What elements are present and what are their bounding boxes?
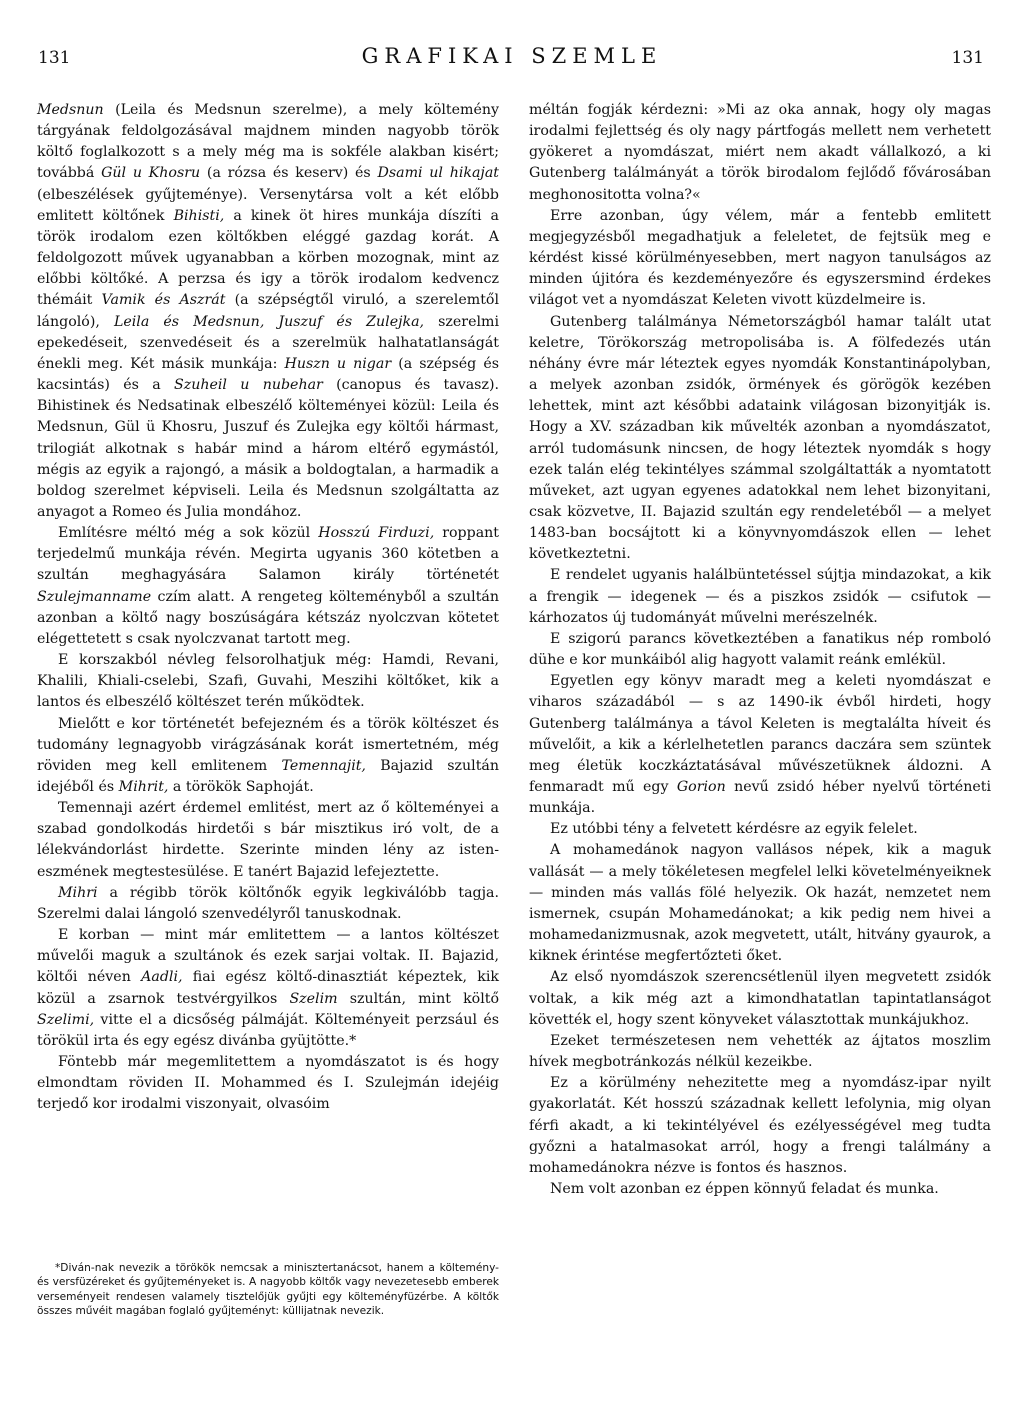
paragraph: A mohamedánok nagyon vallásos népek, kik a maguk vallását — a mely tökéletesen megfelel lelki követelményeiknek — minden más vallás fölé helyezik. Ok hazát, nemzetet nem ismernek, csupán Mohamedánokat; a kik pedig nem hivei a mohamedanizmusnak, azok megvetett, utált, hitvány gyaurok, a kiknek érintése megfertőzteti őket. — [529, 842, 991, 965]
page-number-left: 131 — [38, 48, 71, 68]
paragraph: E szigorú parancs következtében a fanatikus nép romboló dühe e kor munkáiból alig hagyott valamit reánk emlékül. — [529, 630, 991, 669]
paragraph: E korban — mint már emlitettem — a lantos költészet művelői maguk a szultánok és ezek sarjai voltak. II. Bajazid, költői néven Aadli, fiai egész költő-dinasztiát képeztek, kik közül a zsarnok testvérgyilkos Szelim szultán, mint költő Szelimi, vitte el a dicsőség pálmáját. Költeményeit perzsául és törökül irta és egy egész divánba gyüjtötte.* — [37, 927, 499, 1049]
paragraph: Medsnun (Leila és Medsnun szerelme), a mely költemény tárgyának feldolgozásával majdnem minden nagyobb török költő foglalkozott s a mely még ma is sokféle alakban kisért; továbbá Gül u Khosru (a rózsa és keserv) és Dsami ul hikajat (elbeszélések gyűjteménye). Versenytársa volt a két előbb emlitett költőnek Bihisti, a kinek öt hires munkája díszíti a török irodalom ezen költőkben eléggé gazdag korát. A feldolgozott művek ugyanabban a körben mozognak, mint az előbbi költőké. A perzsa és igy a török irodalom kedvencz thémáit Vamik és Aszrát (a szépségtől viruló, a szerelemtől lángoló), Leila és Medsnun, Juszuf és Zulejka, szerelmi epekedéseit, szenvedéseit és a szerelmük halhatatlanságát énekli meg. Két másik munkája: Huszn u nigar (a szépség és kacsintás) és a Szuheil u nubehar (canopus és tavasz). Bihistinek és Nedsatinak elbeszélő költeményei közül: Leila és Medsnun, Gül ü Khosru, Juszuf és Zulejka egy költői hármast, trilogiát alkotnak s habár mind a három eltérő egymástól, mégis az egyik a rajongó, a másik a boldogtalan, a harmadik a boldog szerelmet képviseli. Leila és Medsnun szolgáltatta az anyagot a Romeo és Julia mondához. — [37, 102, 500, 520]
paragraph: E rendelet ugyanis halálbüntetéssel sújtja mindazokat, a kik a frengik — idegenek — és a piszkos zsidók — csifutok — kárhozatos új tudományát művelni merészelnék. — [529, 567, 991, 626]
paragraph: Mielőtt e kor történetét befejezném és a török költészet és tudomány legnagyobb virágzásának korát ismertetném, még röviden meg kell emlitenem Temennajit, Bajazid szultán idejéből és Mihrit, a törökök Saphoját. — [37, 715, 499, 795]
paragraph: Mihri a régibb török költőnők egyik legkiválóbb tagja. Szerelmi dalai lángoló szenvedélyről tanuskodnak. — [37, 884, 499, 922]
footnote — [37, 1261, 499, 1318]
paragraph: méltán fogják kérdezni: »Mi az oka annak, hogy oly magas irodalmi fejlettség és oly nagy pártfogás mellett nem verhetett gyökeret a nyomdászat, miért nem akadt vállalkozó, a ki Gutenberg találmányát a török birodalom fejlődő fővárosában meghonositotta volna?« — [529, 102, 991, 203]
paragraph: Ezeket természetesen nem vehették az ájtatos moszlim hívek megbotránkozás nélkül kezeikbe. — [529, 1032, 991, 1071]
page-header — [0, 40, 1024, 80]
paragraph: Említésre méltó még a sok közül Hosszú Firduzi, roppant terjedelmű munkája révén. Megirta ugyanis 360 kötetben a szultán meghagyására Salamon király történetét Szulejmanname czím alatt. A rengeteg költeményből a szultán azonban a költő nagy boszúságára kétszáz nyolczvan kötetet elégettetett s csak nyolczvanat tartott meg. — [37, 525, 499, 647]
paragraph: Egyetlen egy könyv maradt meg a keleti nyomdászat e viharos századából — s az 1490-ik évből hirdeti, hogy Gutenberg találmánya a távol Keleten is megtalálta híveit és művelőit, a kik a kérlelhetetlen parancs daczára sem szüntek meg életük koczkáztatásával művészetüknek áldozni. A fenmaradt mű egy Gorion nevű zsidó héber nyelvű történeti munkája. — [529, 673, 991, 817]
footnote-text: *Diván-nak nevezik a törökök nemcsak a minisztertanácsot, hanem a költemény- és versfüzéreket és gyűjteményeket is. A nagyobb költők vagy nevezetesebb emberek verseményeit rendesen valamely tisztelőjük gyűjti egy költeményfüzérbe. A költők összes művéit magában foglaló gyűjteményt: küllijatnak nevezik. — [37, 1262, 499, 1317]
left-text-column — [37, 100, 499, 1116]
paragraph: E korszakból névleg felsorolhatjuk még: Hamdi, Revani, Khalili, Khiali-cselebi, Szafi, Guvahi, Meszihi költőket, kik a lantos és elbeszélő költészet terén működtek. — [37, 652, 499, 711]
page-number-right: 131 — [951, 48, 984, 68]
paragraph: Föntebb már megemlitettem a nyomdászatot is és hogy elmondtam röviden II. Mohammed és I. Szulejmán idejéig terjedő kor irodalmi viszonyait, olvasóim — [37, 1054, 499, 1113]
paragraph: Az első nyomdászok szerencsétlenül ilyen megvetett zsidók voltak, a kik még azt a kimondhatatlan tapintatlanságot követték el, hogy szent könyveket választottak munkájukhoz. — [529, 969, 991, 1028]
paragraph: Ez utóbbi tény a felvetett kérdésre az egyik felelet. — [550, 821, 918, 838]
paragraph: Nem volt azonban ez éppen könnyű feladat és munka. — [550, 1180, 939, 1197]
paragraph: Erre azonban, úgy vélem, már a fentebb emlitett megjegyzésből megadhatjuk a feleletet, de fejtsük meg e kérdést kissé körülményesebben, mert nagyon tanulságos az minden újitóra és kezdeményezőre és egyszersmind érdekes világot vet a nyomdászat Keleten vivott küzdelmeire is. — [529, 207, 991, 309]
paragraph: Gutenberg találmánya Németországból hamar talált utat keletre, Törökország metropolisába is. A fölfedezés után néhány évre már léteztek egyes nyomdák Konstantinápolyban, a melyek azonban zsidók, örmények és görögök kezében lehettek, mint azt későbbi adataink világosan bizonyitják is. Hogy a XV. században kik művelték azonban a nyomdászatot, arról tudomásunk nincsen, de hogy léteztek nyomdák s hogy ezek talán elég tekintélyes számmal szolgáltatták a nyomtatott műveket, azt ugyan egyenes adatokkal nem lehet bizonyitani, csak közvetve, II. Bajazid szultán egy rendeletéből — a melyet 1483-ban bocsájtott ki a könyvnyomdászok ellen — lehet következtetni. — [529, 313, 991, 563]
right-text-column — [529, 100, 991, 1200]
running-head-title: GRAFIKAI SZEMLE — [361, 44, 663, 68]
paragraph: Ez a körülmény nehezitette meg a nyomdász-ipar nyilt gyakorlatát. Két hosszú századnak kellett lefolynia, mig olyan férfi akadt, a ki tekintélyével és ezélyességével meg tudta győzni a hatalmasokat arról, hogy a frengi találmány a mohamedánokra nézve is fontos és hasznos. — [529, 1075, 991, 1176]
paragraph: Temennaji azért érdemel emlitést, mert az ő költeményei a szabad gondolkodás hirdetői s bár misztikus iró volt, de a lélekvándorlást hirdette. Szerinte minden lény az isten-eszmének megtestesülése. E tanért Bajazid lefejeztette. — [37, 800, 499, 880]
